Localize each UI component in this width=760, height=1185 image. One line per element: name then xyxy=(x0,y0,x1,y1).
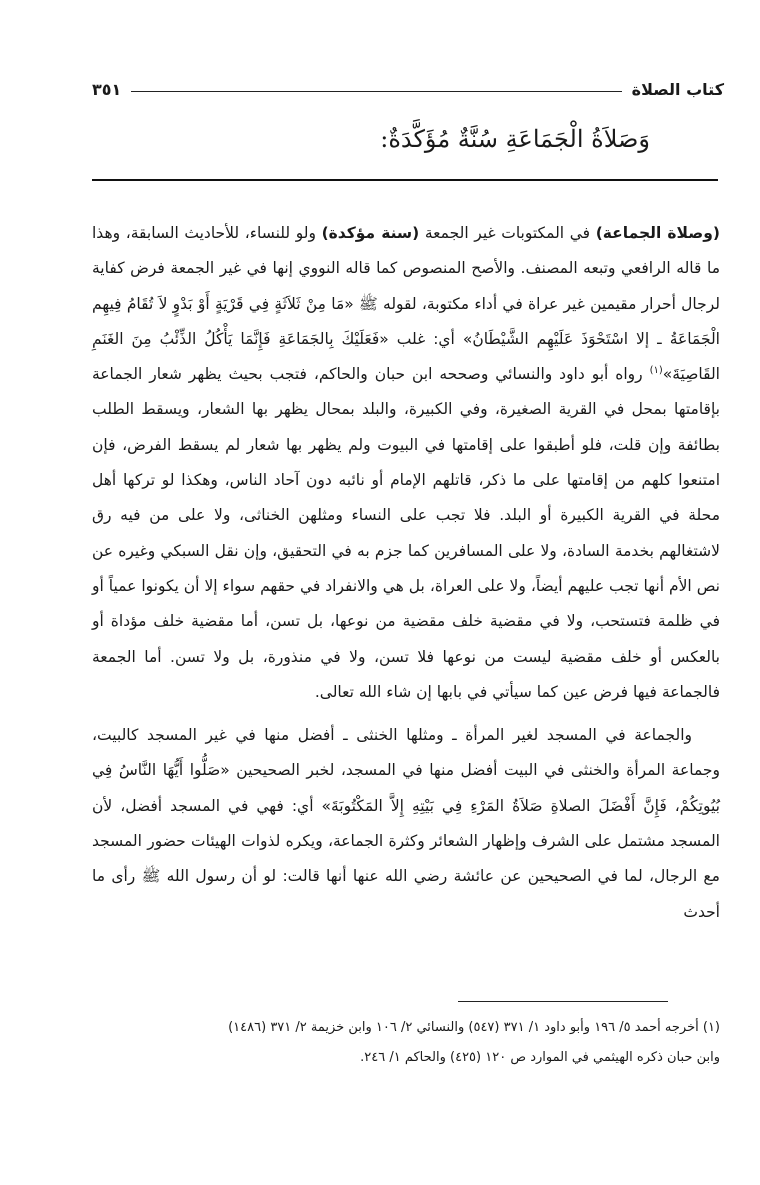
commentary-text: رواه أبو داود والنسائي وصححه ابن حبان والحاكم، فتجب بحيث يظهر شعار الجماعة بإقامتها بمحل في القرية الصغيرة، وفي الكبيرة، والبلد بمحال يظهر بها الشعار، ويسقط الطلب بطائفة وإن قلت، فلو أطبقوا على إقامتها في البيوت ولم يظهر بها شعار لم يسقط الفرض، فإن امتنعوا كلهم من إقامتها على ما ذكر، قاتلهم الإمام أو نائبه دون آحاد الناس، وهكذا لو تركها أهل محلة في القرية الكبيرة أو البلد. فلا تجب على النساء ومثلهن الخناثى، ولا على من فيه رق لاشتغالهم بخدمة السادة، ولا على المسافرين كما جزم به في التحقيق، وإن نقل السبكي وغيره عن نص الأم أنها تجب عليهم أيضاً، ولا على العراة، بل هي والانفراد في حقهم سواء إلا أن يكونوا عمياً أو في ظلمة فتستحب، ولا في مقضية خلف مقضية من نوعها، بل تسن، أما مقضية خلف مؤداة أو بالعكس أو خلف مقضية ليست من نوعها فلا تسن، ولا في منذورة، بل ولا تسن. أما الجمعة فالجماعة فيها فرض عين كما سيأتي في بابها إن شاء الله تعالى. xyxy=(92,365,720,701)
commentary-text: ولو للنساء، للأحاديث السابقة، وهذا ما قاله الرافعي وتبعه المصنف. والأصح المنصوص كما قاله النووي إنها في غير الجمعة فرض كفاية لرجال أحرار مقيمين غير عراة في أداء مكتوبة، لقوله ﷺ «مَا مِنْ ثَلاَثَةٍ فِي قَرْيَةٍ أَوْ بَدْوٍ لاَ تُقَامُ فِيهِم الْجَمَاعَةُ ـ إلا اسْتَحْوَذَ عَلَيْهِم الشَّيْطَانُ» أي: غلب «فَعَلَيْكَ بِالجَمَاعَةِ فَإِنَّمَا يَأْكُلُ الذِّئْبُ مِنَ الغَنَمِ القَاصِيَةَ» xyxy=(92,224,720,384)
footnotes xyxy=(92,1013,720,1073)
running-header xyxy=(92,74,724,104)
commentary-paragraph-2: والجماعة في المسجد لغير المرأة ـ ومثلها الخنثى ـ أفضل منها في غير المسجد كالبيت، وجماعة المرأة والخنثى في البيت أفضل منها في المسجد، لخبر الصحيحين «صَلُّوا أَيُّهَا النَّاسُ فِي بُيُوتِكُمْ، فَإِنَّ أَفْضَلَ الصلاةِ صَلاَةُ المَرْءِ فِي بَيْتِهِ إِلاَّ المَكْتُوبَةَ» أي: فهي في المسجد أفضل، لأن المسجد مشتمل على الشرف وإظهار الشعائر وكثرة الجماعة، ويكره لذوات الهيئات حضور المسجد مع الرجال، لما في الصحيحين عن عائشة رضي الله عنها أنها قالت: لو أن رسول الله ﷺ رأى ما أحدث xyxy=(92,726,720,921)
term-salat-al-jamaah: (وصلاة الجماعة) xyxy=(595,224,720,242)
commentary-paragraph-1 xyxy=(92,216,720,710)
book-title: كتاب الصلاة xyxy=(631,79,724,99)
footnote-line: وابن حبان ذكره الهيثمي في الموارد ص ١٢٠ (٤٢٥) والحاكم ١/ ٢٤٦. xyxy=(360,1050,720,1065)
commentary xyxy=(92,216,720,930)
matn-text: وَصَلاَةُ الْجَمَاعَةِ سُنَّةٌ مُؤَكَّدَةٌ: xyxy=(380,125,650,153)
footnote-line: (١) أخرجه أحمد ٥/ ١٩٦ وأبو داود ١/ ٣٧١ (٥٤٧) والنسائي ٢/ ١٠٦ وابن خزيمة ٢/ ٣٧١ (١٤٨٦) xyxy=(228,1020,720,1035)
matn-divider xyxy=(92,179,718,181)
header-rule xyxy=(131,91,621,92)
term-sunnah-muakkadah: (سنة مؤكدة) xyxy=(321,224,420,242)
footnote-rule xyxy=(458,1001,668,1002)
footnote-marker: (١) xyxy=(649,365,663,377)
page-number: ٣٥١ xyxy=(92,79,122,99)
commentary-text: في المكتوبات غير الجمعة xyxy=(419,224,596,242)
